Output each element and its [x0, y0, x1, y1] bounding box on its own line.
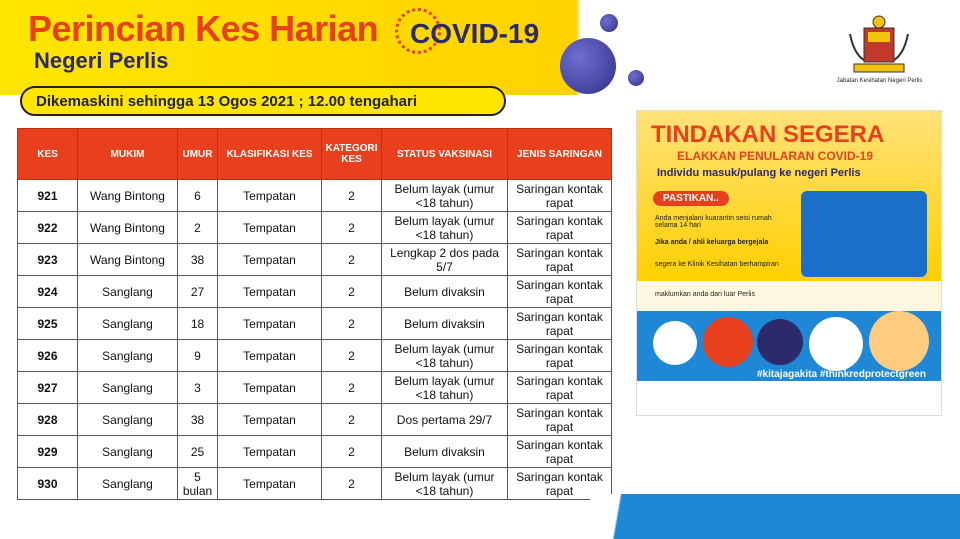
col-header: UMUR [178, 129, 218, 180]
update-banner [20, 86, 506, 116]
promo-footer [637, 381, 941, 415]
cell: 2 [322, 212, 382, 244]
promo-subtitle: ELAKKAN PENULARAN COVID-19 [677, 149, 874, 163]
col-header: KES [18, 129, 78, 180]
cell: Sanglang [78, 340, 178, 372]
cell: Belum layak (umur <18 tahun) [382, 180, 508, 212]
cell: 5 bulan [178, 468, 218, 500]
col-header: JENIS SARINGAN [508, 129, 612, 180]
cell: Wang Bintong [78, 180, 178, 212]
table-row [18, 276, 612, 308]
mask-icon [809, 317, 863, 371]
virus-small-icon-2 [628, 70, 644, 86]
table-row [18, 340, 612, 372]
cell: 27 [178, 276, 218, 308]
footer-stripe [590, 494, 960, 539]
cell: Tempatan [218, 180, 322, 212]
cell: 18 [178, 308, 218, 340]
3w-badge-icon [703, 317, 753, 367]
cell: Saringan kontak rapat [508, 340, 612, 372]
3s-badge-icon [757, 319, 803, 365]
cell: 2 [322, 404, 382, 436]
update-text: Dikemaskini sehingga 13 Ogos 2021 ; 12.00 tengahari [36, 93, 417, 110]
cell: 9 [178, 340, 218, 372]
cell: Tempatan [218, 276, 322, 308]
cell: 924 [18, 276, 78, 308]
col-header: STATUS VAKSINASI [382, 129, 508, 180]
table-row [18, 308, 612, 340]
cell: Tempatan [218, 404, 322, 436]
cell: 3 [178, 372, 218, 404]
cell: Saringan kontak rapat [508, 436, 612, 468]
cell: 2 [322, 244, 382, 276]
cell: 38 [178, 244, 218, 276]
table-row [18, 436, 612, 468]
covid-label: COVID-19 [410, 18, 540, 49]
cell: 921 [18, 180, 78, 212]
table-row [18, 180, 612, 212]
cell: Lengkap 2 dos pada 5/7 [382, 244, 508, 276]
promo-bullet: maklumkan anda dari luar Perlis [655, 291, 755, 298]
table-row [18, 468, 612, 500]
cell: Sanglang [78, 308, 178, 340]
table-row [18, 372, 612, 404]
table-row [18, 244, 612, 276]
cell: Belum layak (umur <18 tahun) [382, 468, 508, 500]
cell: 926 [18, 340, 78, 372]
col-header: MUKIM [78, 129, 178, 180]
virus-small-icon [600, 14, 618, 32]
table-row [18, 404, 612, 436]
promo-info-box [801, 191, 927, 277]
cell: Saringan kontak rapat [508, 244, 612, 276]
person-mask-icon [869, 311, 929, 371]
col-header: KATEGORI KES [322, 129, 382, 180]
cell: 2 [322, 276, 382, 308]
cell: 925 [18, 308, 78, 340]
cell: 2 [322, 308, 382, 340]
cell: Saringan kontak rapat [508, 468, 612, 500]
cell: 922 [18, 212, 78, 244]
page-title: Perincian Kes Harian [28, 8, 379, 49]
promo-bullet: Jika anda / ahli keluarga bergejala [655, 239, 769, 246]
cell: 25 [178, 436, 218, 468]
cell: Saringan kontak rapat [508, 276, 612, 308]
virus-icon [560, 38, 616, 94]
promo-pastikan-badge: PASTIKAN.. [653, 191, 729, 206]
cell: 2 [178, 212, 218, 244]
cell: 2 [322, 372, 382, 404]
handwash-icon [653, 321, 697, 365]
cell: Saringan kontak rapat [508, 212, 612, 244]
promo-hashtags: #kitajagakita #thinkredprotectgreen [757, 369, 926, 380]
cell: Sanglang [78, 276, 178, 308]
cell: Tempatan [218, 308, 322, 340]
cell: Dos pertama 29/7 [382, 404, 508, 436]
cell: Tempatan [218, 212, 322, 244]
cell: Wang Bintong [78, 212, 178, 244]
cell: Belum divaksin [382, 308, 508, 340]
cell: 2 [322, 436, 382, 468]
promo-bullet: Anda menjalani kuarantin seisi rumah selama 14 hari [655, 215, 772, 229]
cell: Tempatan [218, 340, 322, 372]
cell: Sanglang [78, 468, 178, 500]
table-row [18, 212, 612, 244]
cell: 6 [178, 180, 218, 212]
cell: Sanglang [78, 404, 178, 436]
cell: 928 [18, 404, 78, 436]
dept-caption: Jabatan Kesihatan Negeri Perlis [836, 78, 923, 84]
cell: Saringan kontak rapat [508, 372, 612, 404]
promo-poster [636, 110, 942, 416]
cell: Belum layak (umur <18 tahun) [382, 372, 508, 404]
cases-table [17, 128, 612, 500]
table-header-row [18, 129, 612, 180]
cell: Belum layak (umur <18 tahun) [382, 340, 508, 372]
cell: 930 [18, 468, 78, 500]
cell: Belum divaksin [382, 276, 508, 308]
cell: Belum layak (umur <18 tahun) [382, 212, 508, 244]
cell: Saringan kontak rapat [508, 308, 612, 340]
cell: 2 [322, 340, 382, 372]
state-subtitle: Negeri Perlis [34, 48, 169, 73]
promo-line3: Individu masuk/pulang ke negeri Perlis [657, 167, 861, 179]
cell: 2 [322, 468, 382, 500]
cell: Sanglang [78, 436, 178, 468]
cell: Saringan kontak rapat [508, 404, 612, 436]
cell: Tempatan [218, 468, 322, 500]
cell: Saringan kontak rapat [508, 180, 612, 212]
cell: Tempatan [218, 244, 322, 276]
cell: Belum divaksin [382, 436, 508, 468]
cell: Tempatan [218, 372, 322, 404]
cell: 2 [322, 180, 382, 212]
cell: 923 [18, 244, 78, 276]
promo-title: TINDAKAN SEGERA [651, 121, 885, 148]
cell: 927 [18, 372, 78, 404]
cell: Wang Bintong [78, 244, 178, 276]
cell: 38 [178, 404, 218, 436]
col-header: KLASIFIKASI KES [218, 129, 322, 180]
cell: Tempatan [218, 436, 322, 468]
cell: Sanglang [78, 372, 178, 404]
cell: 929 [18, 436, 78, 468]
promo-bullet: segera ke Klinik Kesihatan berhampiran [655, 261, 779, 268]
malaysia-crest-icon [840, 14, 918, 76]
